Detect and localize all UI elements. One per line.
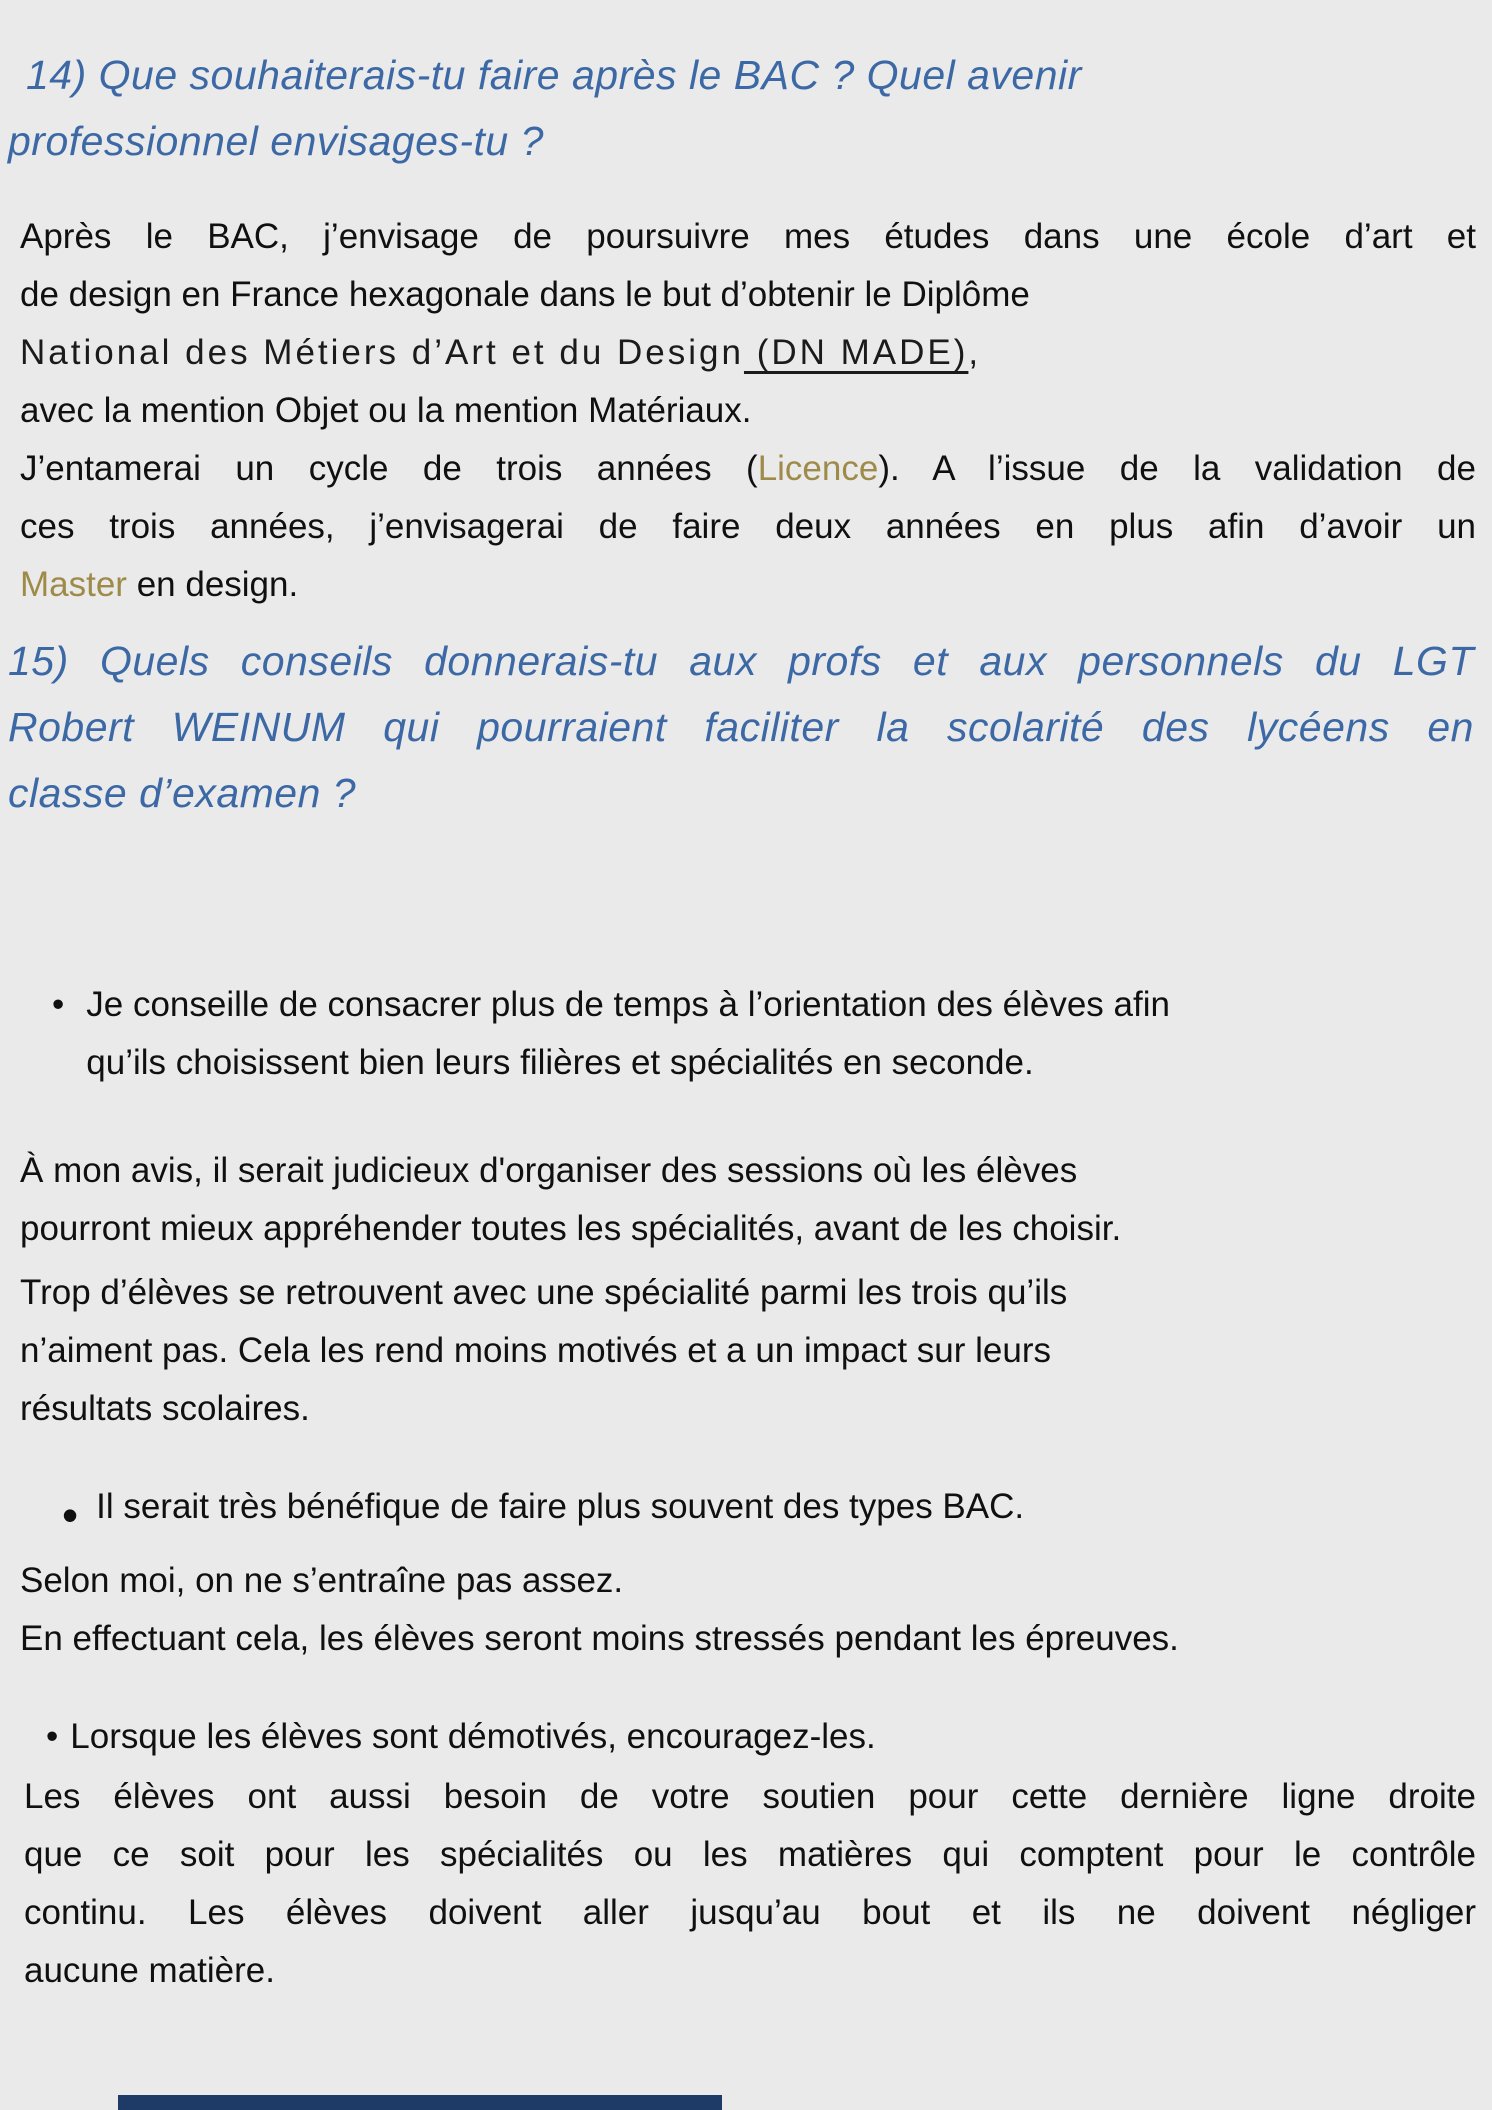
answer-14-master-line <box>20 556 1476 614</box>
bullet-1-line-2: qu’ils choisissent bien leurs filières et spécialités en seconde. <box>86 1043 1034 1082</box>
bullet-3-text <box>70 1708 1492 1766</box>
master-tail: en design. <box>126 565 299 604</box>
bullet-2-line-1: Il serait très bénéfique de faire plus souvent des types BAC. <box>96 1487 1025 1526</box>
answer-14-cycle-line <box>20 440 1476 498</box>
paragraph-specialite <box>0 1264 1492 1438</box>
paragraph-soutien-line-2: que ce soit pour les spécialités ou les matières qui comptent pour le contrôle <box>24 1835 1476 1874</box>
licence-highlight: Licence <box>757 449 879 488</box>
paragraph-sessions-line-1: À mon avis, il serait judicieux d'organiser des sessions où les élèves <box>20 1151 1078 1190</box>
paragraph-entrainement-line-2: En effectuant cela, les élèves seront moins stressés pendant les épreuves. <box>20 1619 1179 1658</box>
bottom-bar <box>118 2095 722 2110</box>
cycle-text-after: ). A l’issue de la validation de <box>878 449 1476 488</box>
bullet-item-1 <box>0 976 1492 1092</box>
paragraph-soutien-line-1: Les élèves ont aussi besoin de votre soutien pour cette dernière ligne droite <box>24 1777 1476 1816</box>
bullet-icon: • <box>52 985 65 1024</box>
paragraph-soutien <box>0 1768 1492 2000</box>
question-14-line-1: 14) Que souhaiterais-tu faire après le BAC ? Quel avenir <box>26 52 1082 98</box>
answer-14-line-1: Après le BAC, j’envisage de poursuivre mes études dans une école d’art et <box>20 217 1476 256</box>
paragraph-specialite-line-1: Trop d’élèves se retrouvent avec une spécialité parmi les trois qu’ils <box>20 1273 1068 1312</box>
paragraph-soutien-line-4: aucune matière. <box>24 1951 275 1990</box>
paragraph-sessions-line-2: pourront mieux appréhender toutes les spécialités, avant de les choisir. <box>20 1209 1122 1248</box>
paragraph-entrainement <box>0 1552 1492 1668</box>
bullet-icon: • <box>46 1717 59 1756</box>
diploma-name: National des Métiers d’Art et du Design <box>20 333 744 372</box>
question-15-line-2: Robert WEINUM qui pourraient faciliter la scolarité des lycéens en <box>8 704 1474 750</box>
answer-14-diploma-line <box>20 324 1476 382</box>
bullet-icon: • <box>62 1489 79 1541</box>
answer-14 <box>0 208 1492 614</box>
answer-14-line-6: ces trois années, j’envisagerai de faire deux années en plus afin d’avoir un <box>20 507 1476 546</box>
bullet-item-2 <box>0 1478 1492 1544</box>
paragraph-soutien-line-3: continu. Les élèves doivent aller jusqu’au bout et ils ne doivent négliger <box>24 1893 1476 1932</box>
bullet-item-3 <box>0 1708 1492 1766</box>
bullet-2-text <box>96 1478 1492 1536</box>
paragraph-specialite-line-2: n’aiment pas. Cela les rend moins motivés et a un impact sur leurs <box>20 1331 1052 1370</box>
master-highlight: Master <box>20 565 127 604</box>
bullet-1-line-1: Je conseille de consacrer plus de temps à l’orientation des élèves afin <box>86 985 1170 1024</box>
question-14-line-2: professionnel envisages-tu ? <box>8 118 544 164</box>
paragraph-specialite-line-3: résultats scolaires. <box>20 1389 310 1428</box>
question-14 <box>0 0 1492 174</box>
diploma-tail: , <box>968 333 982 372</box>
bullet-1-text <box>86 976 1492 1092</box>
question-15-line-3: classe d’examen ? <box>8 770 357 816</box>
answer-14-line-2: de design en France hexagonale dans le but d’obtenir le Diplôme <box>20 275 1030 314</box>
question-15-line-1: 15) Quels conseils donnerais-tu aux profs et aux personnels du LGT <box>8 638 1474 684</box>
paragraph-entrainement-line-1: Selon moi, on ne s’entraîne pas assez. <box>20 1561 624 1600</box>
paragraph-sessions <box>0 1142 1492 1258</box>
bullet-3-line-1: Lorsque les élèves sont démotivés, encouragez-les. <box>70 1717 876 1756</box>
diploma-acronym-underlined: (DN MADE) <box>743 333 969 372</box>
cycle-text-before: J’entamerai un cycle de trois années ( <box>20 449 758 488</box>
question-15 <box>0 614 1492 826</box>
answer-14-mention-line: avec la mention Objet ou la mention Matériaux. <box>20 391 752 430</box>
